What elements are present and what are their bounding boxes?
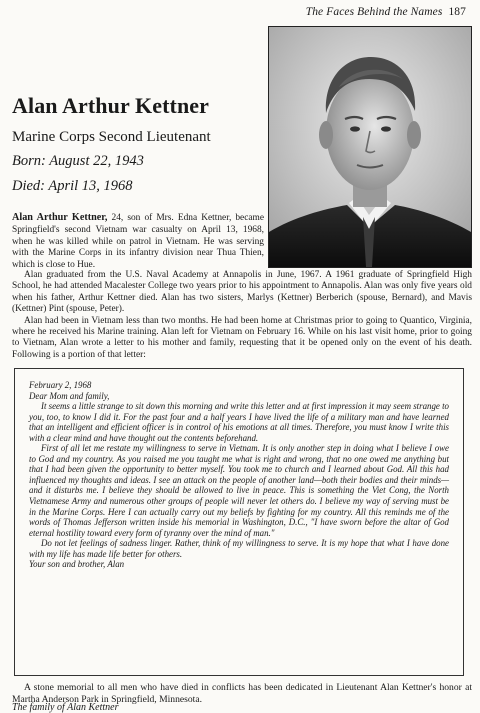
- subject-rank: Marine Corps Second Lieutenant: [12, 129, 211, 145]
- bio-intro-paragraph: [12, 212, 264, 272]
- death-date: Died: April 13, 1968: [12, 178, 133, 194]
- letter-paragraph-3: Do not let feelings of sadness linger. Rather, think of my willingness to serve. It is my hope that what I have done with my life has made life better for others.: [29, 538, 449, 559]
- bio-paragraph-education: Alan graduated from the U.S. Naval Academy at Annapolis in June, 1967. A 1961 graduate of Springfield High School, he had attended Macalester College two years prior to his appointment to Annapolis. Alan was only five years old when his father, Arthur Kettner died. Alan has two sisters, Marlys (Kettner) Berberich (spouse, Bernard), and Mavis (Kettner) Pint (spouse, Peter).: [12, 270, 472, 315]
- bio-paragraph-service: Alan had been in Vietnam less than two months. He had been home at Christmas prior to going to Quantico, Virginia, where he received his Marine training. Alan left for Vietnam on February 16. While on his last visit home, prior to going to Vietnam, Alan wrote a letter to his mother and family, requesting that it be opened only on the event of his death. Following is a portion of that letter:: [12, 315, 472, 360]
- letter-closing: Your son and brother, Alan: [29, 559, 125, 570]
- running-title: The Faces Behind the Names: [305, 6, 443, 18]
- portrait-photo: [268, 26, 472, 268]
- letter-paragraph-1: It seems a little strange to sit down this morning and write this letter and at first impression it may seem strange to you, too, to know I did it. For the past four and a half years I have lived the life of a military man and have learned that an intelligent and efficient officer is in control of his emotions at all times. Therefore, you must know I write this with a clear mind and have thought out the contents beforehand.: [29, 401, 449, 443]
- letter-excerpt: [14, 368, 464, 676]
- bio-body: [12, 270, 472, 361]
- portrait-illustration: [269, 27, 471, 267]
- subject-name: Alan Arthur Kettner: [12, 93, 210, 118]
- birth-date: Born: August 22, 1943: [12, 153, 144, 169]
- page-number: 187: [448, 6, 466, 18]
- running-header: [306, 6, 466, 18]
- bio-intro-text: 24, son of Mrs. Edna Kettner, became Springfield's second Vietnam war casualty on April 13, 1968, when he was killed while on patrol in Vietnam. He was serving with the Marine Corps in its infantry division near Thua Thien, which is close to Hue.: [12, 213, 264, 271]
- letter-paragraph-2: First of all let me restate my willingness to serve in Vietnam. It is only another step in doing what I believe I owe to God and my country. As you raised me you taught me what is right and wrong, that no one owed me anything but that I had been given the opportunity to better myself. You took me to church and I learned about God. All this had influenced my thoughts and ideas. I see an attack on the people of another land—both their bodies and their minds—and it disturbs me. I believe they should be allowed to live in peace. This is something the Viet Cong, the North Vietnamese Army and numerous other groups of people will never let others do. I believe my way of serving must be in the Marine Corps. Here I can actually carry out my beliefs by fighting for my country. All this reminds me of the words of Thomas Jefferson written inside his memorial in Washington, D.C., "I have sworn before the altar of God eternal hostility toward every form of tyranny over the mind of man.": [29, 443, 449, 538]
- memorial-paragraph: A stone memorial to all men who have died in conflicts has been dedicated in Lieutenant Alan Kettner's honor at Martha Anderson Park in Springfield, Minnesota.: [12, 682, 472, 705]
- letter-date: February 2, 1968: [29, 380, 92, 390]
- photo-credit: The family of Alan Kettner: [12, 702, 119, 713]
- bio-lead-name: Alan Arthur Kettner,: [12, 212, 108, 223]
- letter-salutation: Dear Mom and family,: [29, 390, 110, 401]
